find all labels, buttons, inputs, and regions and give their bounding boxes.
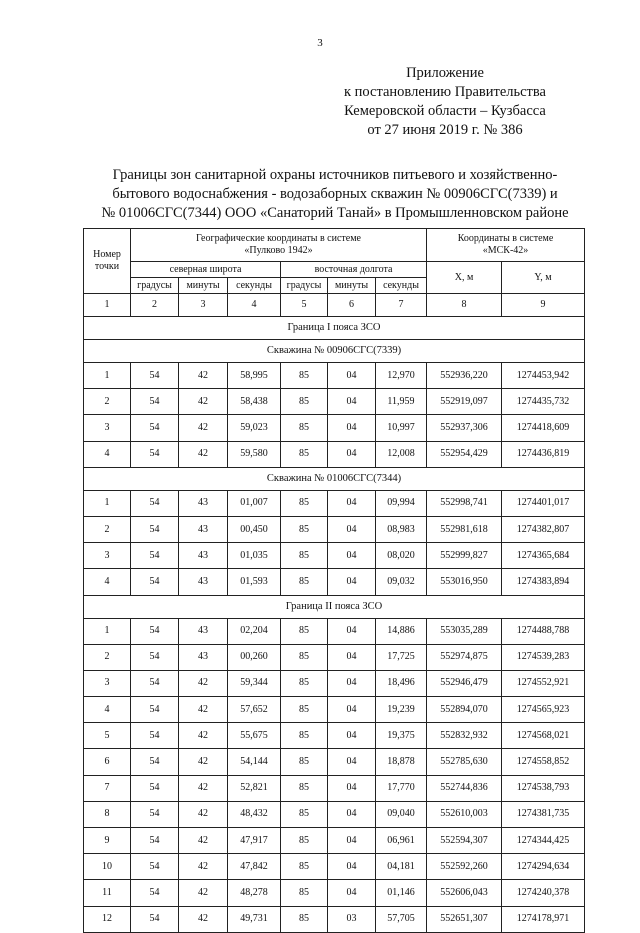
header-row-1 <box>84 229 585 262</box>
table-cell: 14,886 <box>376 618 427 644</box>
table-cell: 85 <box>281 415 328 441</box>
table-cell: 85 <box>281 801 328 827</box>
title-line: Границы зон санитарной охраны источников питьевого и хозяйственно- <box>112 167 558 183</box>
table-cell: 7 <box>84 775 131 801</box>
table-cell: 04 <box>328 801 376 827</box>
table-cell: 552937,306 <box>427 415 502 441</box>
table-cell: 552606,043 <box>427 880 502 906</box>
table-cell: 04 <box>328 670 376 696</box>
header-lat-seconds: секунды <box>228 278 281 294</box>
table-cell: 04 <box>328 415 376 441</box>
table-cell: 54 <box>131 441 179 467</box>
table-row <box>84 697 585 723</box>
header-geo-system <box>131 229 427 262</box>
table-cell: 1274294,634 <box>502 854 585 880</box>
table-cell: 85 <box>281 906 328 932</box>
table-cell: 85 <box>281 569 328 595</box>
table-cell: 552954,429 <box>427 441 502 467</box>
table-cell: 552610,003 <box>427 801 502 827</box>
table-cell: 1 <box>84 618 131 644</box>
table-cell: 47,917 <box>228 828 281 854</box>
table-cell: 04 <box>328 516 376 542</box>
column-number: 8 <box>427 294 502 317</box>
table-cell: 54 <box>131 569 179 595</box>
table-cell: 2 <box>84 516 131 542</box>
table-cell: 1274568,021 <box>502 723 585 749</box>
table-cell: 1274552,921 <box>502 670 585 696</box>
section-label: Скважина № 00906СГС(7339) <box>84 340 585 363</box>
table-cell: 57,652 <box>228 697 281 723</box>
table-cell: 11,959 <box>376 389 427 415</box>
table-cell: 85 <box>281 389 328 415</box>
table-cell: 17,770 <box>376 775 427 801</box>
table-cell: 42 <box>179 775 228 801</box>
table-cell: 43 <box>179 543 228 569</box>
table-row <box>84 415 585 441</box>
table-row <box>84 490 585 516</box>
table-cell: 4 <box>84 569 131 595</box>
table-cell: 54 <box>131 543 179 569</box>
section-label: Скважина № 01006СГС(7344) <box>84 467 585 490</box>
header-text: «Пулково 1942» <box>244 245 313 256</box>
table-cell: 10,997 <box>376 415 427 441</box>
table-row <box>84 543 585 569</box>
table-cell: 54 <box>131 415 179 441</box>
header-lon-seconds: секунды <box>376 278 427 294</box>
header-east-longitude: восточная долгота <box>281 262 427 278</box>
table-cell: 54 <box>131 644 179 670</box>
table-cell: 1274381,735 <box>502 801 585 827</box>
header-lat-degrees: градусы <box>131 278 179 294</box>
table-cell: 00,450 <box>228 516 281 542</box>
table-cell: 552651,307 <box>427 906 502 932</box>
table-cell: 1274383,894 <box>502 569 585 595</box>
table-row <box>84 906 585 932</box>
table-cell: 552936,220 <box>427 363 502 389</box>
table-cell: 04 <box>328 569 376 595</box>
table-cell: 1274565,923 <box>502 697 585 723</box>
table-cell: 85 <box>281 854 328 880</box>
table-cell: 01,593 <box>228 569 281 595</box>
table-cell: 08,983 <box>376 516 427 542</box>
table-cell: 43 <box>179 569 228 595</box>
table-cell: 42 <box>179 723 228 749</box>
table-cell: 85 <box>281 543 328 569</box>
table-cell: 04 <box>328 828 376 854</box>
column-number: 7 <box>376 294 427 317</box>
table-cell: 42 <box>179 906 228 932</box>
table-cell: 54,144 <box>228 749 281 775</box>
table-cell: 85 <box>281 880 328 906</box>
table-cell: 43 <box>179 516 228 542</box>
table-cell: 1274538,793 <box>502 775 585 801</box>
table-cell: 49,731 <box>228 906 281 932</box>
table-cell: 553016,950 <box>427 569 502 595</box>
table-cell: 12,008 <box>376 441 427 467</box>
table-cell: 552974,875 <box>427 644 502 670</box>
table-cell: 54 <box>131 363 179 389</box>
table-cell: 42 <box>179 697 228 723</box>
header-north-latitude: северная широта <box>131 262 281 278</box>
table-cell: 43 <box>179 618 228 644</box>
table-cell: 57,705 <box>376 906 427 932</box>
table-cell: 04 <box>328 723 376 749</box>
table-cell: 54 <box>131 697 179 723</box>
table-cell: 58,438 <box>228 389 281 415</box>
table-cell: 54 <box>131 775 179 801</box>
table-cell: 552744,836 <box>427 775 502 801</box>
table-row <box>84 569 585 595</box>
header-msk-system <box>427 229 585 262</box>
table-cell: 1274365,684 <box>502 543 585 569</box>
table-cell: 85 <box>281 828 328 854</box>
table-row <box>84 441 585 467</box>
table-cell: 85 <box>281 723 328 749</box>
table-cell: 42 <box>179 415 228 441</box>
table-cell: 12,970 <box>376 363 427 389</box>
table-cell: 1 <box>84 490 131 516</box>
table-row <box>84 363 585 389</box>
table-cell: 09,994 <box>376 490 427 516</box>
header-text: «МСК-42» <box>482 245 529 256</box>
table-cell: 54 <box>131 618 179 644</box>
annex-line: Приложение <box>406 65 484 81</box>
table-cell: 3 <box>84 670 131 696</box>
column-number: 6 <box>328 294 376 317</box>
table-row <box>84 801 585 827</box>
table-cell: 1274344,425 <box>502 828 585 854</box>
table-cell: 1274488,788 <box>502 618 585 644</box>
table-cell: 8 <box>84 801 131 827</box>
table-cell: 552999,827 <box>427 543 502 569</box>
table-cell: 85 <box>281 490 328 516</box>
table-row <box>84 854 585 880</box>
table-cell: 1274436,819 <box>502 441 585 467</box>
table-cell: 2 <box>84 644 131 670</box>
table-cell: 04 <box>328 618 376 644</box>
coordinates-table <box>83 228 585 933</box>
table-cell: 04 <box>328 880 376 906</box>
section-label: Граница I пояса ЗСО <box>84 317 585 340</box>
table-cell: 6 <box>84 749 131 775</box>
table-cell: 1 <box>84 363 131 389</box>
table-cell: 58,995 <box>228 363 281 389</box>
header-text: Координаты в системе <box>457 233 554 244</box>
header-x: X, м <box>427 262 502 294</box>
table-cell: 48,278 <box>228 880 281 906</box>
table-cell: 54 <box>131 723 179 749</box>
table-row <box>84 880 585 906</box>
table-cell: 1274453,942 <box>502 363 585 389</box>
table-cell: 59,580 <box>228 441 281 467</box>
table-cell: 42 <box>179 389 228 415</box>
table-cell: 10 <box>84 854 131 880</box>
table-cell: 43 <box>179 644 228 670</box>
table-cell: 04,181 <box>376 854 427 880</box>
table-cell: 17,725 <box>376 644 427 670</box>
table-row <box>84 828 585 854</box>
table-cell: 552919,097 <box>427 389 502 415</box>
table-cell: 04 <box>328 543 376 569</box>
table-cell: 85 <box>281 749 328 775</box>
table-cell: 09,032 <box>376 569 427 595</box>
table-cell: 552894,070 <box>427 697 502 723</box>
table-row <box>84 618 585 644</box>
section-header-row <box>84 340 585 363</box>
table-cell: 54 <box>131 670 179 696</box>
table-cell: 04 <box>328 749 376 775</box>
header-row-2 <box>84 262 585 278</box>
table-cell: 42 <box>179 670 228 696</box>
table-cell: 553035,289 <box>427 618 502 644</box>
column-number-row <box>84 294 585 317</box>
table-cell: 54 <box>131 880 179 906</box>
table-cell: 18,878 <box>376 749 427 775</box>
column-number: 3 <box>179 294 228 317</box>
table-cell: 54 <box>131 854 179 880</box>
annex-line: к постановлению Правительства <box>344 84 546 100</box>
table-cell: 552785,630 <box>427 749 502 775</box>
table-row <box>84 516 585 542</box>
table-cell: 1274240,378 <box>502 880 585 906</box>
table-cell: 55,675 <box>228 723 281 749</box>
section-header-row <box>84 467 585 490</box>
table-row <box>84 749 585 775</box>
table-cell: 552946,479 <box>427 670 502 696</box>
table-cell: 43 <box>179 490 228 516</box>
table-cell: 47,842 <box>228 854 281 880</box>
table-cell: 42 <box>179 441 228 467</box>
annex-block <box>300 64 590 140</box>
table-cell: 1274401,017 <box>502 490 585 516</box>
annex-line: Кемеровской области – Кузбасса <box>344 103 546 119</box>
table-cell: 552832,932 <box>427 723 502 749</box>
table-cell: 552981,618 <box>427 516 502 542</box>
table-cell: 9 <box>84 828 131 854</box>
header-text: точки <box>94 261 120 272</box>
section-header-row <box>84 595 585 618</box>
table-cell: 19,239 <box>376 697 427 723</box>
section-header-row <box>84 317 585 340</box>
table-cell: 08,020 <box>376 543 427 569</box>
table-cell: 42 <box>179 363 228 389</box>
page-number: 3 <box>317 37 323 49</box>
table-cell: 85 <box>281 618 328 644</box>
table-cell: 04 <box>328 441 376 467</box>
table-cell: 12 <box>84 906 131 932</box>
document-title <box>70 166 600 223</box>
header-lat-minutes: минуты <box>179 278 228 294</box>
table-cell: 54 <box>131 516 179 542</box>
table-cell: 4 <box>84 441 131 467</box>
column-number: 1 <box>84 294 131 317</box>
table-cell: 59,023 <box>228 415 281 441</box>
table-cell: 552592,260 <box>427 854 502 880</box>
table-row <box>84 389 585 415</box>
table-cell: 42 <box>179 801 228 827</box>
table-cell: 04 <box>328 644 376 670</box>
title-line: бытового водоснабжения - водозаборных скважин № 00906СГС(7339) и <box>112 186 558 202</box>
table-row <box>84 775 585 801</box>
table-cell: 54 <box>131 801 179 827</box>
table-row <box>84 670 585 696</box>
table-cell: 552998,741 <box>427 490 502 516</box>
table-cell: 3 <box>84 543 131 569</box>
table-cell: 04 <box>328 389 376 415</box>
table-cell: 52,821 <box>228 775 281 801</box>
table-cell: 42 <box>179 749 228 775</box>
column-number: 5 <box>281 294 328 317</box>
table-cell: 04 <box>328 775 376 801</box>
table-cell: 11 <box>84 880 131 906</box>
table-cell: 1274435,732 <box>502 389 585 415</box>
table-cell: 1274178,971 <box>502 906 585 932</box>
table-cell: 1274558,852 <box>502 749 585 775</box>
table-cell: 54 <box>131 828 179 854</box>
table-cell: 54 <box>131 389 179 415</box>
table-cell: 1274418,609 <box>502 415 585 441</box>
table-cell: 01,146 <box>376 880 427 906</box>
header-text: Географические координаты в системе <box>196 233 361 244</box>
table-cell: 85 <box>281 644 328 670</box>
table-cell: 3 <box>84 415 131 441</box>
table-cell: 01,035 <box>228 543 281 569</box>
header-point-number <box>84 229 131 294</box>
table-cell: 85 <box>281 516 328 542</box>
header-text: Номер <box>93 249 121 260</box>
table-row <box>84 644 585 670</box>
table-row <box>84 723 585 749</box>
table-cell: 42 <box>179 880 228 906</box>
table-cell: 00,260 <box>228 644 281 670</box>
table-cell: 42 <box>179 854 228 880</box>
table-cell: 1274539,283 <box>502 644 585 670</box>
table-cell: 48,432 <box>228 801 281 827</box>
table-cell: 59,344 <box>228 670 281 696</box>
table-cell: 19,375 <box>376 723 427 749</box>
header-lon-minutes: минуты <box>328 278 376 294</box>
table-cell: 54 <box>131 906 179 932</box>
column-number: 2 <box>131 294 179 317</box>
table-cell: 18,496 <box>376 670 427 696</box>
table-cell: 85 <box>281 441 328 467</box>
table-cell: 04 <box>328 697 376 723</box>
table-cell: 5 <box>84 723 131 749</box>
table-cell: 85 <box>281 775 328 801</box>
annex-line: от 27 июня 2019 г. № 386 <box>367 122 523 138</box>
table-cell: 54 <box>131 749 179 775</box>
table-cell: 4 <box>84 697 131 723</box>
table-cell: 02,204 <box>228 618 281 644</box>
table-cell: 04 <box>328 363 376 389</box>
header-y: Y, м <box>502 262 585 294</box>
table-cell: 552594,307 <box>427 828 502 854</box>
column-number: 4 <box>228 294 281 317</box>
column-number: 9 <box>502 294 585 317</box>
table-cell: 42 <box>179 828 228 854</box>
table-cell: 85 <box>281 363 328 389</box>
table-cell: 03 <box>328 906 376 932</box>
table-cell: 06,961 <box>376 828 427 854</box>
table-cell: 04 <box>328 854 376 880</box>
table-cell: 85 <box>281 670 328 696</box>
table-cell: 1274382,807 <box>502 516 585 542</box>
section-label: Граница II пояса ЗСО <box>84 595 585 618</box>
table-cell: 85 <box>281 697 328 723</box>
title-line: № 01006СГС(7344) ООО «Санаторий Танай» в Промышленновском районе <box>101 205 569 221</box>
table-cell: 01,007 <box>228 490 281 516</box>
header-lon-degrees: градусы <box>281 278 328 294</box>
table-cell: 04 <box>328 490 376 516</box>
table-cell: 54 <box>131 490 179 516</box>
table-cell: 2 <box>84 389 131 415</box>
table-cell: 09,040 <box>376 801 427 827</box>
